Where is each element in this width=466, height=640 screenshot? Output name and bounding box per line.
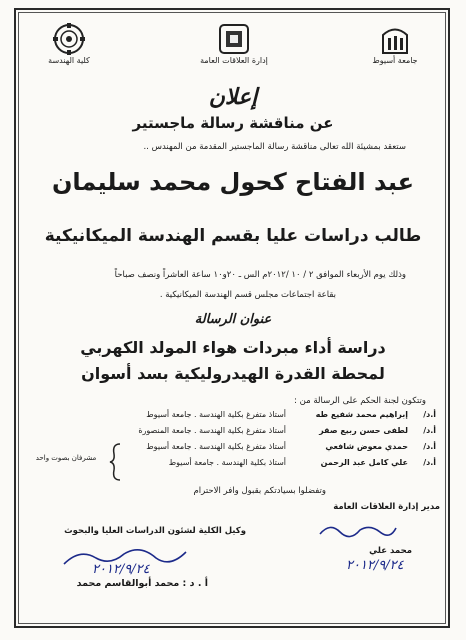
brace-icon: [108, 442, 122, 482]
pr-manager-date: ٢٠١٢/٩/٢٤: [346, 558, 404, 573]
vice-dean-name: أ . د : محمد أبوالقاسم محمد: [76, 578, 208, 589]
member-title: أ.د/: [423, 442, 436, 451]
vice-dean-date: ٢٠١٢/٩/٢٤: [92, 562, 150, 577]
seal-emblem-icon: [217, 22, 251, 56]
thesis-title-line1: دراسة أداء مبردات هواء المولد الكهربي: [80, 338, 386, 357]
faculty-logo-caption: كلية الهندسة: [48, 56, 90, 65]
gear-emblem-icon: [52, 22, 86, 56]
faculty-logo: [34, 22, 104, 65]
committee-member: [70, 426, 436, 442]
university-crest-icon: [378, 22, 412, 56]
intro-line: ستعقد بمشيئة الله تعالى مناقشة رسالة الماجستير المقدمة من المهندس ..: [143, 142, 406, 152]
announcement-title: إعلان: [208, 84, 258, 110]
vice-dean-title: وكيل الكلية لشئون الدراسات العليا والبحوث: [64, 526, 246, 536]
committee-intro: وتتكون لجنة الحكم على الرسالة من :: [294, 396, 426, 406]
defense-venue: بقاعة اجتماعات مجلس قسم الهندسة الميكانيكية .: [159, 290, 336, 300]
member-name: علي كامل عبد الرحمن: [320, 458, 408, 467]
member-name: لطفى حسن ربيع صقر: [319, 426, 408, 435]
pr-manager-signature: [318, 520, 398, 544]
member-affiliation: أستاذ متفرغ بكلية الهندسة . جامعة أسيوط: [146, 442, 286, 451]
member-name: حمدي معوض شافعي: [325, 442, 408, 451]
committee-member: [70, 442, 436, 458]
thesis-label: عنوان الرسالة: [194, 312, 272, 327]
university-logo: [360, 22, 430, 65]
member-title: أ.د/: [423, 410, 436, 419]
closing-line: وتفضلوا بسيادتكم بقبول وافر الاحترام: [193, 486, 326, 496]
member-title: أ.د/: [423, 426, 436, 435]
committee-list: [70, 410, 436, 480]
announcement-subject: عن مناقشة رسالة ماجستير: [132, 114, 334, 132]
supervisors-note: مشرفان بصوت واحد: [35, 454, 97, 462]
pr-manager-title: مدير إدارة العلاقات العامة: [333, 502, 440, 512]
member-affiliation: أستاذ متفرغ بكلية الهندسة . جامعة أسيوط: [146, 410, 286, 419]
university-logo-caption: جامعة أسيوط: [372, 56, 418, 65]
committee-member: [70, 410, 436, 426]
thesis-title-line2: لمحطة القدرة الهيدروليكية بسد أسوان: [81, 364, 385, 383]
candidate-name: عبد الفتاح كحول محمد سليمان: [51, 168, 415, 196]
member-affiliation: أستاذ متفرغ بكلية الهندسة . جامعة المنصورة: [138, 426, 286, 435]
handwritten-signature-icon: [318, 520, 398, 540]
member-affiliation: أستاذ بكلية الهندسة . جامعة أسيوط: [168, 458, 286, 467]
candidate-status: طالب دراسات عليا بقسم الهندسة الميكانيكية: [44, 226, 422, 246]
member-name: إبراهيم محمد شفيع طه: [315, 410, 408, 419]
member-title: أ.د/: [423, 458, 436, 467]
pr-logo: [192, 22, 276, 65]
committee-member: [70, 458, 436, 474]
pr-logo-caption: إدارة العلاقات العامة: [200, 56, 268, 65]
defense-datetime: وذلك يوم الأربعاء الموافق ٢ / ١٠ /٢٠١٢م الس ـ ٢٠و١٠ ساعة العاشراً ونصف صباحاً: [114, 270, 406, 280]
pr-manager-name: محمد علي: [369, 546, 412, 556]
